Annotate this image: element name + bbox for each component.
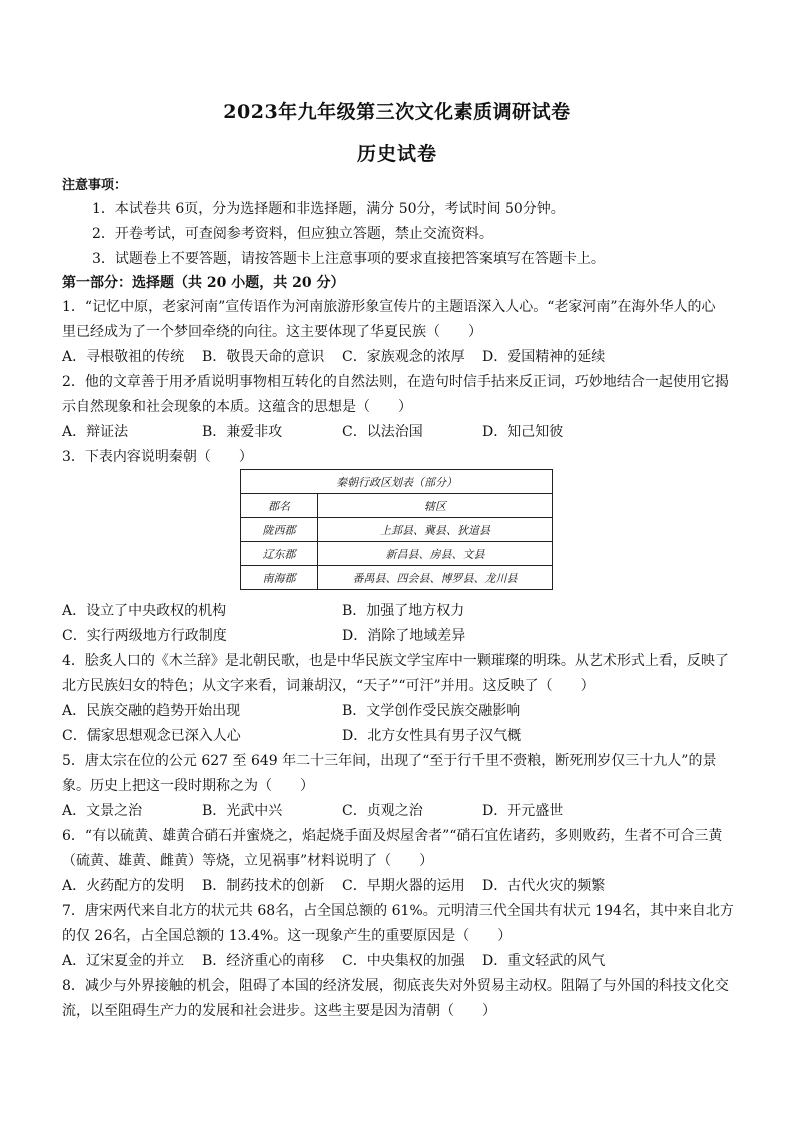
question-6-line-1: 6．“有以硫黄、雄黄合硝石并蜜烧之，焰起烧手面及烬屋舍者”“硝石宜佐诸药，多则败药，生者不可合三黄 [62,828,723,844]
question-4-option-a: A．民族交融的趋势开始出现 [62,703,241,719]
question-2-line-2: 示自然现象和社会现象的本质。这蕴含的思想是（ ） [62,399,412,415]
question-3-line-1: 3．下表内容说明秦朝（ ） [62,449,253,465]
question-4-line-2: 北方民族妇女的特色；从文字来看，词兼胡汉，“天子”“可汗”并用。这反映了（ ） [62,678,595,694]
question-4-option-b: B．文学创作受民族交融影响 [342,703,521,719]
table-cell-commandery: 南海郡 [241,566,318,590]
table-cell-commandery: 辽东郡 [241,542,318,566]
question-1-line-2: 里已经成为了一个梦回牵绕的向往。这主要体现了华夏民族（ ） [62,324,482,340]
question-1-line-1: 1．“记忆中原，老家河南”宣传语作为河南旅游形象宣传片的主题语深入人心。“老家河南”在海外华人的心 [62,299,716,315]
table-header-counties: 辖区 [318,494,553,518]
question-5-line-2: 象。历史上把这一段时期称之为（ ） [62,778,314,794]
section-heading: 第一部分：选择题（共 20 小题，共 20 分） [62,275,345,291]
question-7-option-a: A．辽宋夏金的并立 [62,953,185,969]
question-6-option-a: A．火药配方的发明 [62,878,185,894]
table-caption-row [241,470,553,494]
question-5-option-b: B．光武中兴 [202,803,283,819]
notes-heading: 注意事项： [62,178,128,193]
question-7-line-2: 的仅 26名，占全国总额的 13.4%。这一现象产生的重要原因是（ ） [62,928,512,944]
question-8-line-1: 8．减少与外界接触的机会，阻碍了本国的经济发展，彻底丧失对外贸易主动权。阻隔了与外国的科技文化交 [62,978,729,994]
question-5-option-d: D．开元盛世 [482,803,564,819]
qin-admin-table [240,469,553,590]
question-4-option-c: C．儒家思想观念已深入人心 [62,728,241,744]
question-5-option-c: C．贞观之治 [342,803,423,819]
question-4-option-d: D．北方女性具有男子汉气概 [342,728,522,744]
question-1-option-d: D．爱国精神的延续 [482,349,606,365]
table-cell-counties: 上邽县、冀县、狄道县 [318,518,553,542]
table-cell-counties: 番禺县、四会县、博罗县、龙川县 [318,566,553,590]
question-3-option-d: D．消除了地域差异 [342,628,466,644]
question-5-option-a: A．文景之治 [62,803,143,819]
question-2-option-a: A．辩证法 [62,424,129,440]
question-1-option-a: A．寻根敬祖的传统 [62,349,185,365]
question-7-option-d: D．重文轻武的风气 [482,953,606,969]
table-header-commandery: 郡名 [241,494,318,518]
table-caption: 秦朝行政区划表（部分） [241,470,553,494]
question-1-option-b: B．敬畏天命的意识 [202,349,325,365]
note-item-3: 3．试题卷上不要答题，请按答题卡上注意事项的要求直接把答案填写在答题卡上。 [92,251,605,267]
question-6-line-2: （硫黄、雄黄、雌黄）等烧，立见祸事”材料说明了（ ） [62,853,434,869]
question-2-line-1: 2．他的文章善于用矛盾说明事物相互转化的自然法则，在造句时信手拈来反正词，巧妙地结合一起使用它揭 [62,374,729,390]
question-3-option-b: B．加强了地方权力 [342,603,465,619]
question-3-option-a: A．设立了中央政权的机构 [62,603,227,619]
table-cell-counties: 新昌县、房县、文县 [318,542,553,566]
question-8-line-2: 流，以至阻碍生产力的发展和社会进步。这些主要是因为清朝（ ） [62,1003,496,1019]
question-2-option-d: D．知己知彼 [482,424,564,440]
question-1-option-c: C．家族观念的浓厚 [342,349,465,365]
question-7-option-b: B．经济重心的南移 [202,953,325,969]
question-3-option-c: C．实行两级地方行政制度 [62,628,227,644]
table-row [241,542,553,566]
exam-subtitle: 历史试卷 [356,143,437,165]
question-5-line-1: 5．唐太宗在位的公元 627 至 649 年二十三年间，出现了“至于行千里不赍粮，断死刑岁仅三十九人”的景 [62,753,717,769]
exam-title: 2023年九年级第三次文化素质调研试卷 [223,101,571,123]
note-item-1: 1．本试卷共 6页，分为选择题和非选择题，满分 50分，考试时间 50分钟。 [92,201,565,217]
table-header-row [241,494,553,518]
table-cell-commandery: 陇西郡 [241,518,318,542]
question-2-option-b: B．兼爱非攻 [202,424,283,440]
question-2-option-c: C．以法治国 [342,424,423,440]
note-item-2: 2．开卷考试，可查阅参考资料，但应独立答题，禁止交流资料。 [92,226,493,242]
table-row [241,566,553,590]
question-7-line-1: 7．唐宋两代来自北方的状元共 68名，占全国总额的 61%。元明清三代全国共有状元 194名，其中来自北方 [62,903,734,919]
table-row [241,518,553,542]
question-6-option-c: C．早期火器的运用 [342,878,465,894]
question-6-option-d: D．古代火灾的频繁 [482,878,606,894]
question-4-line-1: 4．脍炙人口的《木兰辞》是北朝民歌，也是中华民族文学宝库中一颗璀璨的明珠。从艺术形式上看，反映了 [62,653,729,669]
question-6-option-b: B．制药技术的创新 [202,878,325,894]
question-7-option-c: C．中央集权的加强 [342,953,465,969]
